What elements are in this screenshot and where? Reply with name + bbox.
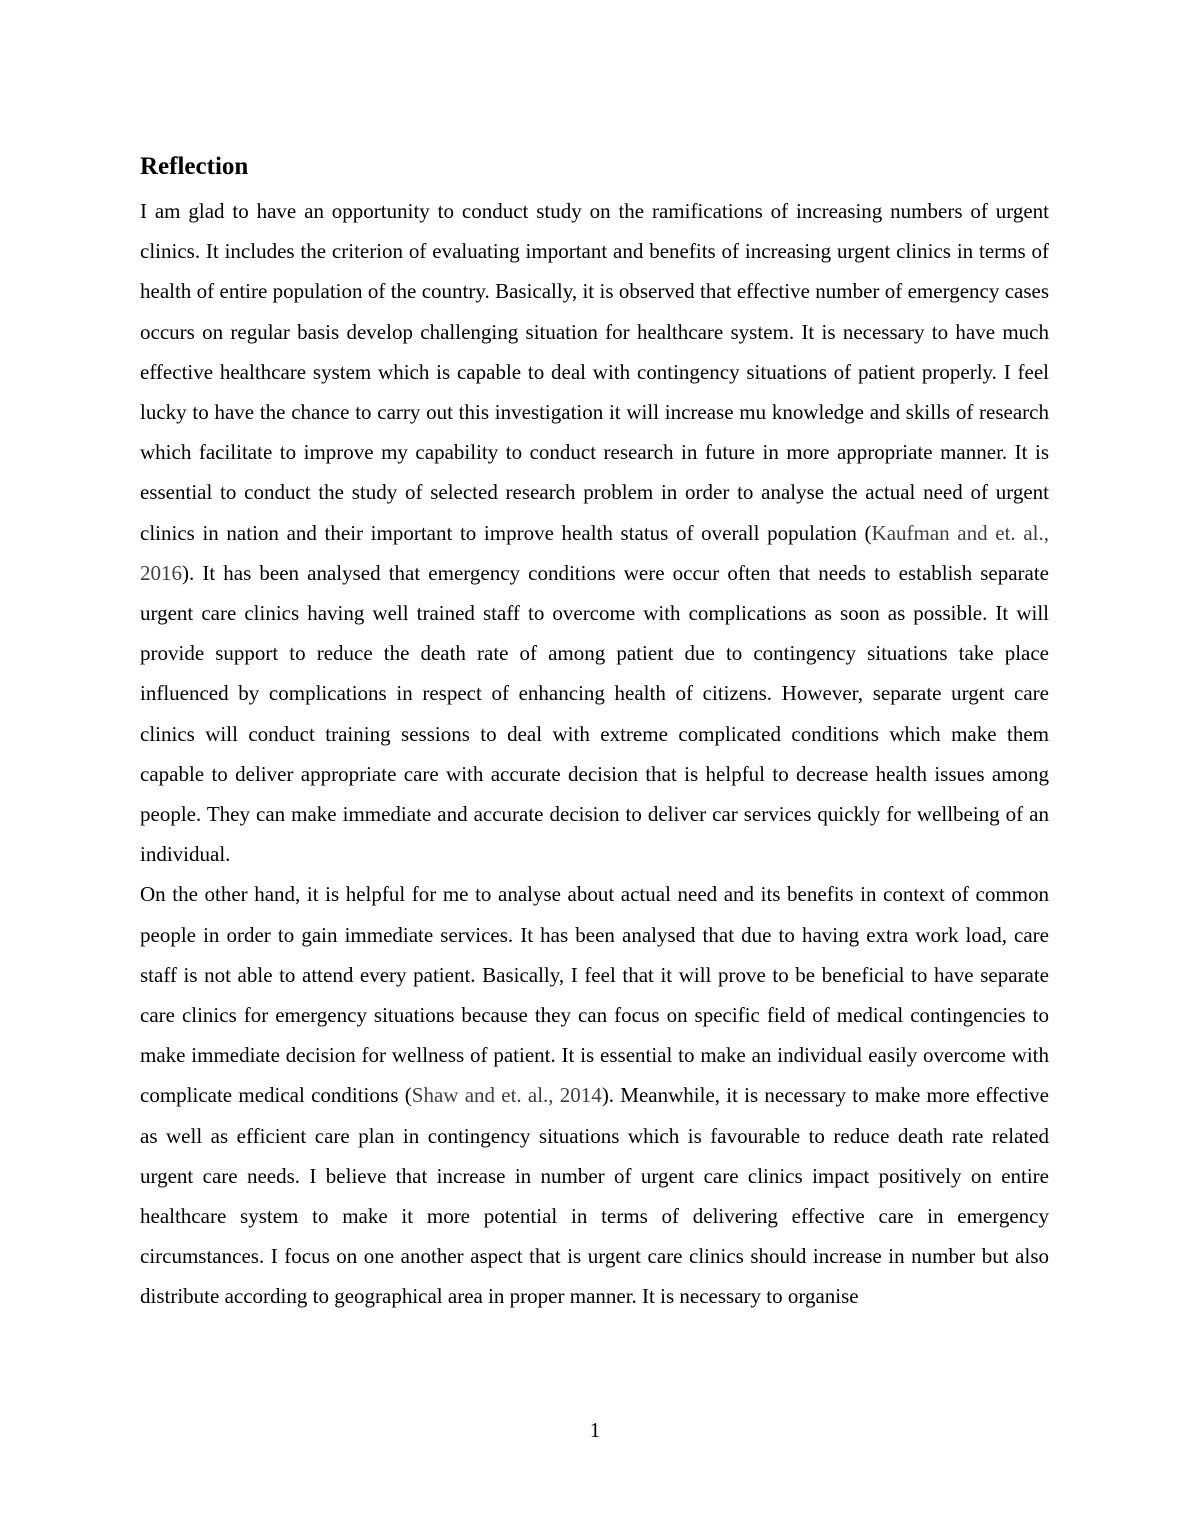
paragraph-2 (140, 874, 1049, 1316)
paragraph-2-text-end: ). Meanwhile, it is necessary to make more effective as well as efficient care plan in contingency situations which is favourable to reduce death rate related urgent care needs. I believe that increase in number of urgent care clinics impact positively on entire healthcare system to make it more potential in terms of delivering effective care in emergency circumstances. I focus on one another aspect that is urgent care clinics should increase in number but also distribute according to geographical area in proper manner. It is necessary to organise (140, 1083, 1050, 1309)
paragraph-1-text-end: ). It has been analysed that emergency conditions were occur often that needs to establish separate urgent care clinics having well trained staff to overcome with complications as soon as possible. It will provide support to reduce the death rate of among patient due to contingency situations take place influenced by complications in respect of enhancing health of citizens. However, separate urgent care clinics will conduct training sessions to deal with extreme complicated conditions which make them capable to deliver appropriate care with accurate decision that is helpful to decrease health issues among people. They can make immediate and accurate decision to deliver car services quickly for wellbeing of an individual. (140, 560, 1049, 867)
paragraph-2-text-start: On the other hand, it is helpful for me to analyse about actual need and its benefits in context of common people in order to gain immediate services. It has been analysed that due to having extra work load, care staff is not able to attend every patient. Basically, I feel that it will prove to be beneficial to have separate care clinics for emergency situations because they can focus on specific field of medical contingencies to make immediate decision for wellness of patient. It is essential to make an individual easily overcome with complicate medical conditions ( (140, 882, 1049, 1108)
page-number: 1 (589, 1418, 601, 1442)
section-heading: Reflection (140, 153, 249, 180)
citation-kaufman: Kaufman and et. al., 2016 (140, 520, 1049, 585)
paragraph-1 (140, 191, 1049, 874)
paragraph-1-text-start: I am glad to have an opportunity to conduct study on the ramifications of increasing numbers of urgent clinics. It includes the criterion of evaluating important and benefits of increasing urgent clinics in terms of health of entire population of the country. Basically, it is observed that effective number of emergency cases occurs on regular basis develop challenging situation for healthcare system. It is necessary to have much effective healthcare system which is capable to deal with contingency situations of patient properly. I feel lucky to have the chance to carry out this investigation it will increase mu knowledge and skills of research which facilitate to improve my capability to conduct research in future in more appropriate manner. It is essential to conduct the study of selected research problem in order to analyse the actual need of urgent clinics in nation and their important to improve health status of overall population ( (140, 199, 1049, 545)
citation-shaw: Shaw and et. al., 2014 (411, 1083, 602, 1108)
body-text (140, 191, 1049, 1317)
